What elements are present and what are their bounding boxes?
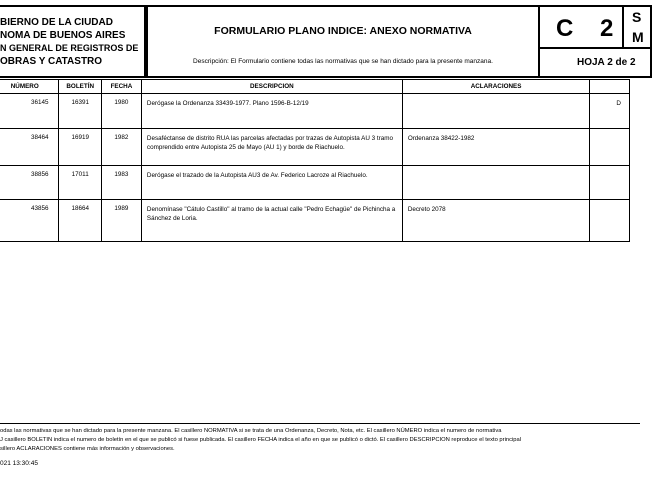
- form-header: [146, 5, 540, 78]
- cell-numero: 36145: [0, 94, 59, 129]
- cell-numero: 38856: [0, 166, 59, 200]
- cell-extra: [590, 200, 630, 242]
- cell-numero: 38464: [0, 129, 59, 166]
- form-description: Descripción: El Formulario contiene todas las normativas que se han dictado para la presente manzana.: [193, 58, 493, 65]
- form-title: FORMULARIO PLANO INDICE: ANEXO NORMATIVA: [214, 25, 472, 37]
- cell-boletin: 17011: [59, 166, 101, 200]
- sheet-number: HOJA 2 de 2: [577, 57, 636, 68]
- cell-extra: [590, 166, 630, 200]
- cell-boletin: 16391: [59, 94, 101, 129]
- footer-note-line-3: sillero ACLARACIONES contiene más información y observaciones.: [0, 446, 175, 452]
- col-fecha: FECHA: [101, 80, 141, 94]
- org-line-4: OBRAS Y CATASTRO: [0, 56, 103, 67]
- org-line-2: NOMA DE BUENOS AIRES: [0, 30, 126, 41]
- table-header-row: [0, 80, 630, 94]
- table-row: [0, 94, 630, 129]
- col-descripcion: DESCRIPCION: [141, 80, 402, 94]
- side-code-box: [622, 5, 652, 49]
- col-numero: NÚMERO: [0, 80, 59, 94]
- footer-note-line-1: odas las normativas que se han dictado para la presente manzana. El casillero NORMATIVA si se trata de una Ordenanza, Decreto, Nota, etc. El casillero NÚMERO indica el numero de normativa: [0, 428, 502, 434]
- org-line-3: N GENERAL DE REGISTROS DE: [0, 43, 139, 53]
- cell-extra: [590, 129, 630, 166]
- cell-aclaraciones: [402, 166, 590, 200]
- cell-aclaraciones: Ordenanza 38422-1982: [402, 129, 590, 166]
- cell-extra: D: [590, 94, 630, 129]
- cell-fecha: 1983: [101, 166, 141, 200]
- side-letter-s: S: [632, 9, 642, 25]
- col-boletin: BOLETÍN: [59, 80, 101, 94]
- sheet-box: [538, 47, 652, 78]
- col-extra: [590, 80, 630, 94]
- org-line-1: BIERNO DE LA CIUDAD: [0, 17, 113, 28]
- cell-descripcion: Derógase la Ordenanza 33439-1977. Plano 1596-B-12/19: [141, 94, 402, 129]
- footer-divider: [0, 423, 640, 424]
- col-aclaraciones: ACLARACIONES: [402, 80, 590, 94]
- cell-numero: 43856: [0, 200, 59, 242]
- code-letter: C: [556, 15, 574, 42]
- cell-aclaraciones: Decreto 2078: [402, 200, 590, 242]
- cell-boletin: 16919: [59, 129, 101, 166]
- cell-descripcion: Derógase el trazado de la Autopista AU3 de Av. Federico Lacroze al Riachuelo.: [141, 166, 402, 200]
- cell-descripcion: Desaféctanse de distrito RUA las parcelas afectadas por trazas de Autopista AU 3 tramo comprendido entre Autopista 25 de Mayo (AU 1) y borde de Riachuelo.: [141, 129, 402, 166]
- cell-boletin: 18664: [59, 200, 101, 242]
- cell-descripcion: Denomínase "Cátulo Castillo" al tramo de la actual calle "Pedro Echagüe" de Pichincha a Sánchez de Loria.: [141, 200, 402, 242]
- side-letter-m: M: [632, 29, 644, 45]
- footer-timestamp: 021 13:30:45: [0, 460, 38, 467]
- footer-note-line-2: J casillero BOLETIN indica el numero de boletín en el que se publicó si fuese publicada. El casillero FECHA indica el año en que se publicó o dictó. El casillero DESCRIPCION reproduce el texto principal: [0, 437, 522, 443]
- cell-aclaraciones: [402, 94, 590, 129]
- table-row: [0, 166, 630, 200]
- cell-fecha: 1989: [101, 200, 141, 242]
- cell-fecha: 1980: [101, 94, 141, 129]
- table-row: [0, 129, 630, 166]
- section-code-box: [538, 5, 624, 49]
- code-number: 2: [600, 15, 614, 42]
- table-row: [0, 200, 630, 242]
- cell-fecha: 1982: [101, 129, 141, 166]
- organization-header: [0, 5, 146, 78]
- normativa-table: [0, 79, 630, 242]
